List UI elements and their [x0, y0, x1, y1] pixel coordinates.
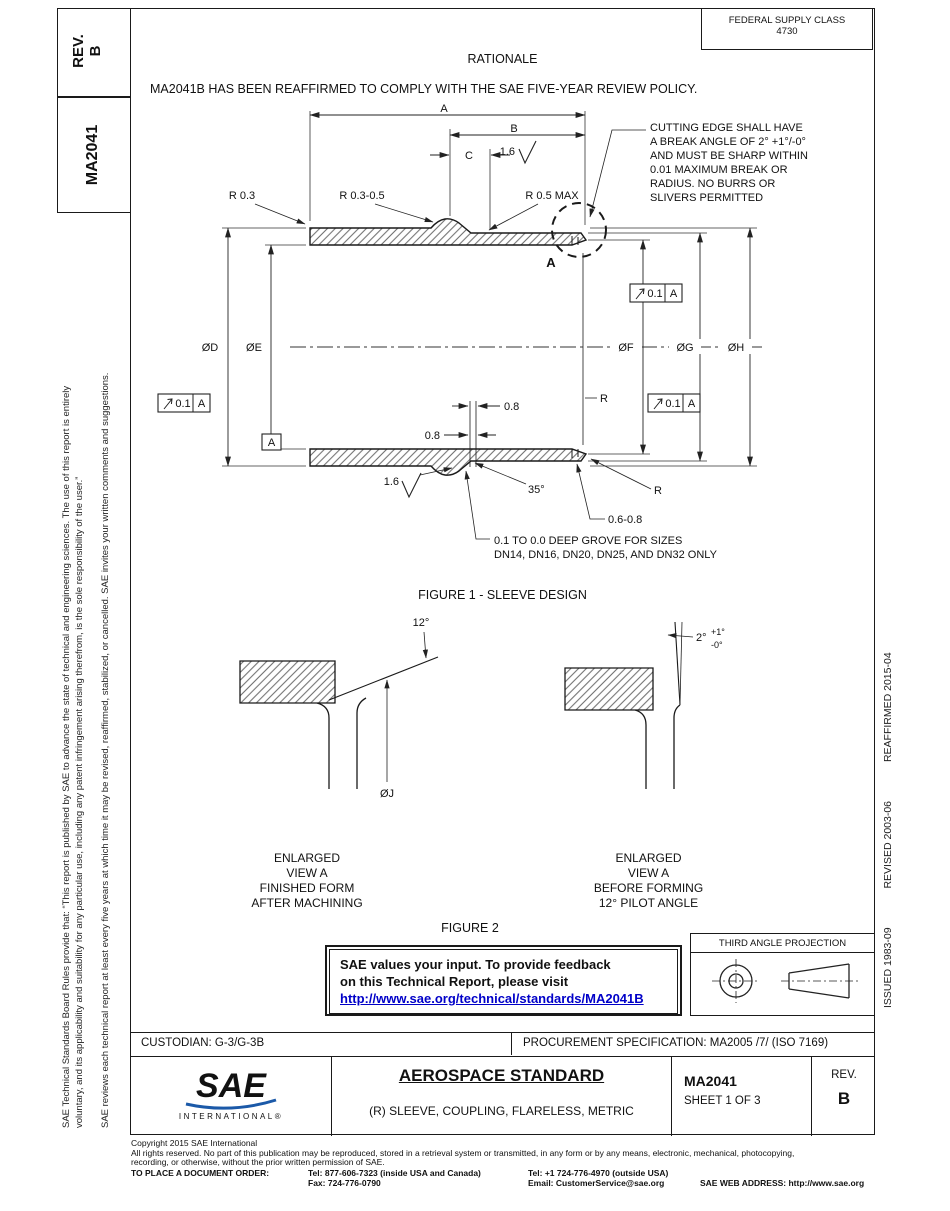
- svg-text:RADIUS. NO BURRS OR: RADIUS. NO BURRS OR: [650, 178, 776, 190]
- fcf-lower-datum: A: [687, 398, 696, 410]
- order-tel-outside: Tel: +1 724-776-4970 (outside USA): [528, 1168, 669, 1178]
- order-label: TO PLACE A DOCUMENT ORDER:: [131, 1168, 270, 1178]
- fcf-left-datum: A: [197, 398, 206, 410]
- figure1-caption: FIGURE 1 - SLEEVE DESIGN: [418, 588, 587, 602]
- detail-a-label: A: [546, 255, 556, 270]
- finish-top-label: 1.6: [499, 146, 515, 158]
- rationale-title: RATIONALE: [467, 52, 538, 66]
- custodian-row: [130, 1032, 875, 1056]
- projection-title: THIRD ANGLE PROJECTION: [691, 934, 874, 953]
- dim-08b-label: 0.8: [424, 430, 440, 442]
- fig2-right-view: [565, 622, 725, 789]
- r-lower-label: R: [654, 485, 662, 497]
- left-margin-disclaimer: [60, 213, 86, 1128]
- rev-box-text: [70, 8, 104, 94]
- third-angle-projection-icon: [691, 953, 872, 1009]
- svg-text:A BREAK ANGLE OF 2° +1°/-0°: A BREAK ANGLE OF 2° +1°/-0°: [650, 136, 806, 148]
- review-note-line: SAE reviews each technical report at least every five years at which time it may be revised, reaffirmed, stabilized, or cancelled. SAE invites your written comments and suggestions.: [100, 372, 111, 1128]
- order-email: Email: CustomerService@sae.org: [528, 1178, 665, 1188]
- feedback-line2: on this Technical Report, please visit: [340, 974, 569, 989]
- r-upper-label: R: [600, 393, 608, 405]
- disclaimer-line-1: SAE Technical Standards Board Rules provide that: “This report is published by SAE to advance the state of technical and engineering sciences. The use of this report is entirely: [61, 385, 72, 1128]
- dia-g-label: ØG: [676, 342, 694, 354]
- revised-text: REVISED 2003-06: [882, 800, 894, 889]
- fsc-label: FEDERAL SUPPLY CLASS: [728, 15, 846, 26]
- standard-title-cell: [331, 1057, 671, 1136]
- order-fax: Fax: 724-776-0790: [308, 1178, 381, 1188]
- dia-f-label: ØF: [618, 342, 634, 354]
- doc-number-text: [84, 99, 102, 211]
- footer-rev-label: REV.: [831, 1069, 857, 1081]
- doc-number: MA2041: [84, 124, 101, 186]
- feedback-box: [325, 945, 682, 1016]
- title-block: [130, 1056, 875, 1135]
- doc-number-cell: [671, 1057, 811, 1136]
- fcf-right-upper: [630, 284, 682, 302]
- dim-0608-label: 0.6-0.8: [608, 514, 643, 526]
- dim-b-label: B: [510, 123, 518, 135]
- svg-text:CUTTING EDGE SHALL HAVE: CUTTING EDGE SHALL HAVE: [650, 122, 803, 134]
- footer-doc-number: MA2041: [684, 1073, 737, 1089]
- dim-c-label: C: [465, 150, 473, 162]
- feedback-link[interactable]: http://www.sae.org/technical/standards/MA2041B: [340, 991, 644, 1006]
- figure1-drawing: [138, 103, 878, 573]
- dia-e-label: ØE: [246, 342, 262, 354]
- procurement-text: PROCUREMENT SPECIFICATION: MA2005 /7/ (ISO 7169): [523, 1037, 829, 1049]
- reaffirmed-text: REAFFIRMED 2015-04: [882, 652, 894, 763]
- rationale-text: MA2041B HAS BEEN REAFFIRMED TO COMPLY WITH THE SAE FIVE-YEAR REVIEW POLICY.: [150, 82, 698, 96]
- fig2-left-view: [240, 617, 438, 800]
- dia-j-label: ØJ: [379, 788, 395, 800]
- datum-a-box: [262, 434, 281, 450]
- dia-d-label: ØD: [201, 342, 219, 354]
- logo-cell: [131, 1057, 331, 1136]
- fcf-right-lower: [648, 394, 700, 412]
- groove-note-line2: DN14, DN16, DN20, DN25, AND DN32 ONLY: [494, 549, 717, 561]
- fsc-value: 4730: [776, 26, 798, 37]
- issued-text: ISSUED 1983-09: [882, 927, 894, 1008]
- right-margin-history: [882, 568, 895, 1008]
- angle-2-label: 2°: [696, 632, 707, 644]
- projection-box: [690, 933, 875, 1016]
- angle-35-label: 35°: [528, 484, 545, 496]
- rights-line2: recording, or otherwise, without the prior written permission of SAE.: [131, 1157, 385, 1167]
- custodian-divider: [511, 1033, 512, 1055]
- dim-08a-label: 0.8: [504, 401, 520, 413]
- svg-text:0.01 MAXIMUM BREAK OR: 0.01 MAXIMUM BREAK OR: [650, 164, 788, 176]
- figure2-caption: FIGURE 2: [441, 921, 499, 935]
- detail-circle-a: [552, 203, 606, 257]
- rights-line1: All rights reserved. No part of this publication may be reproduced, stored in a retrieval system or transmitted, in any form or by any means, electronic, mechanical, photocopying,: [131, 1148, 795, 1158]
- fig2-left-caption: ENLARGED VIEW A FINISHED FORM AFTER MACHINING: [251, 851, 363, 910]
- fsc-box: [701, 8, 873, 50]
- fcf-left: [158, 394, 210, 412]
- groove-note-line1: 0.1 TO 0.0 DEEP GROVE FOR SIZES: [494, 535, 683, 547]
- dim-a-label: A: [440, 103, 448, 115]
- angle-2-minus-label: -0°: [711, 640, 723, 650]
- fcf-upper-value: 0.1: [647, 288, 663, 300]
- groove-lines: [470, 236, 583, 467]
- sheet-number: SHEET 1 OF 3: [684, 1095, 761, 1107]
- fcf-lower-value: 0.1: [665, 398, 681, 410]
- rev-value: B: [87, 45, 104, 57]
- datum-a-label: A: [267, 437, 276, 449]
- standard-type: AEROSPACE STANDARD: [398, 1066, 605, 1085]
- r05max-label: R 0.5 MAX: [525, 190, 579, 202]
- r03-label: R 0.3: [228, 190, 256, 202]
- fig2-right-caption: ENLARGED VIEW A BEFORE FORMING 12° PILOT ANGLE: [593, 851, 704, 910]
- sae-logo-sub: INTERNATIONAL®: [178, 1112, 284, 1121]
- rev-cell: [811, 1057, 876, 1136]
- rev-label: REV.: [70, 34, 87, 68]
- disclaimer-line-2: voluntary, and its applicability and suitability for any particular use, including any patent infringement arising therefrom, is the sole responsibility of the user.”: [74, 476, 85, 1128]
- figure2-drawing: [225, 606, 725, 856]
- r0305-label: R 0.3-0.5: [339, 190, 385, 202]
- copyright-line: Copyright 2015 SAE International: [131, 1138, 258, 1148]
- angle-12-label: 12°: [412, 617, 430, 629]
- svg-text:SLIVERS PERMITTED: SLIVERS PERMITTED: [650, 192, 764, 204]
- custodian-text: CUSTODIAN: G-3/G-3B: [141, 1037, 265, 1049]
- angle-2-plus-label: +1°: [711, 627, 725, 637]
- leader-lines: [255, 130, 651, 539]
- finish-bottom-label: 1.6: [383, 476, 399, 488]
- sae-logo-text: SAE: [196, 1067, 266, 1105]
- cutting-edge-note: [650, 122, 808, 204]
- order-web: SAE WEB ADDRESS: http://www.sae.org: [700, 1178, 865, 1188]
- fcf-upper-datum: A: [669, 288, 678, 300]
- surface-finish-icon: [402, 141, 536, 497]
- dia-h-label: ØH: [727, 342, 745, 354]
- fcf-left-value: 0.1: [175, 398, 191, 410]
- feedback-line1: SAE values your input. To provide feedback: [340, 957, 611, 972]
- svg-text:AND MUST BE SHARP WITHIN: AND MUST BE SHARP WITHIN: [650, 150, 808, 162]
- sae-logo: [131, 1057, 331, 1136]
- left-margin-review-note: [99, 213, 112, 1128]
- order-tel-inside: Tel: 877-606-7323 (inside USA and Canada): [308, 1168, 481, 1178]
- document-title: (R) SLEEVE, COUPLING, FLARELESS, METRIC: [369, 1104, 634, 1118]
- footer-rev-value: B: [837, 1089, 851, 1108]
